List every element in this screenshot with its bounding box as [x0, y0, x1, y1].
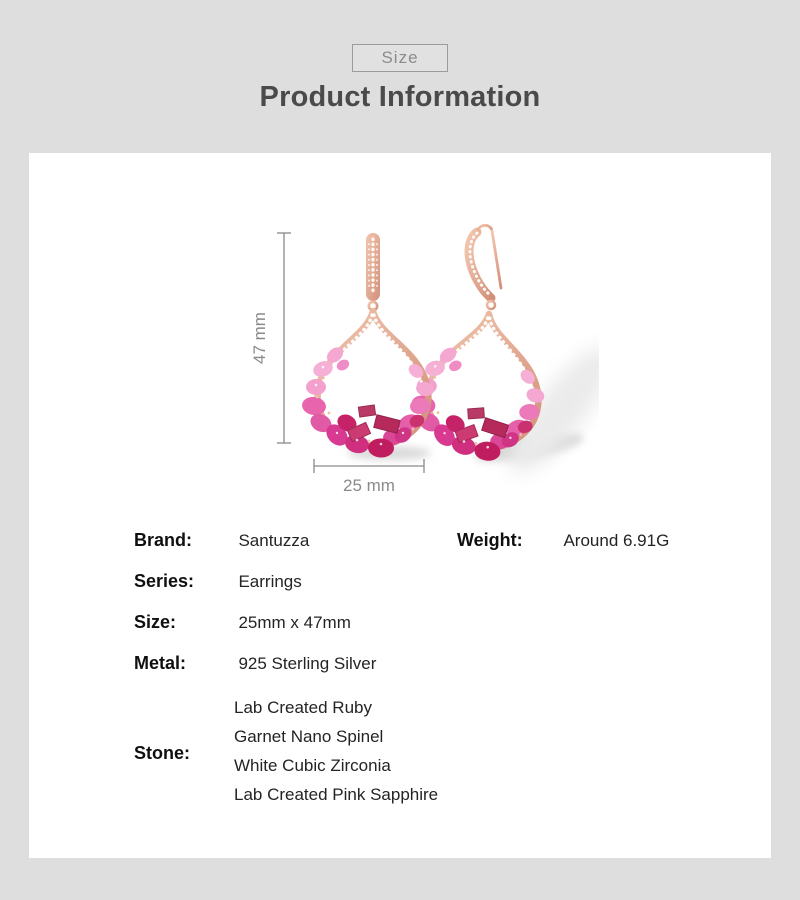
product-figure: [239, 210, 599, 500]
size-label: Size:: [134, 612, 177, 632]
weight-label: Weight:: [457, 530, 523, 550]
series-label: Series:: [134, 571, 195, 591]
brand-value: Santuzza: [238, 531, 310, 550]
height-dimension-label: 47 mm: [250, 312, 269, 364]
width-dimension-line: [314, 459, 424, 473]
series-value: Earrings: [238, 572, 302, 591]
brand-label: Brand:: [134, 530, 192, 550]
stone-value: White Cubic Zirconia: [234, 756, 391, 775]
product-info-card: [29, 153, 771, 858]
spec-row-size: [134, 612, 351, 633]
metal-label: Metal:: [134, 653, 187, 673]
stone-value: Lab Created Pink Sapphire: [234, 785, 439, 804]
size-tab[interactable]: Size: [352, 44, 448, 72]
spec-row-brand: [134, 530, 309, 551]
stone-value: Garnet Nano Spinel: [234, 727, 384, 746]
spec-row-stone: [134, 743, 234, 764]
width-dimension-label: 25 mm: [343, 476, 395, 495]
page-header: [0, 0, 800, 114]
metal-value: 925 Sterling Silver: [238, 654, 377, 673]
weight-value: Around 6.91G: [563, 531, 670, 550]
spec-row-weight: [457, 530, 669, 551]
stone-value: Lab Created Ruby: [234, 698, 372, 717]
spec-row-metal: [134, 653, 376, 674]
page-title: Product Information: [259, 81, 541, 113]
size-value: 25mm x 47mm: [238, 613, 351, 632]
spec-row-series: [134, 571, 302, 592]
right-earring: [407, 225, 551, 465]
stone-values: [234, 693, 438, 809]
height-dimension-line: [277, 233, 291, 443]
stone-label: Stone:: [134, 743, 190, 763]
left-earring: [301, 233, 435, 458]
